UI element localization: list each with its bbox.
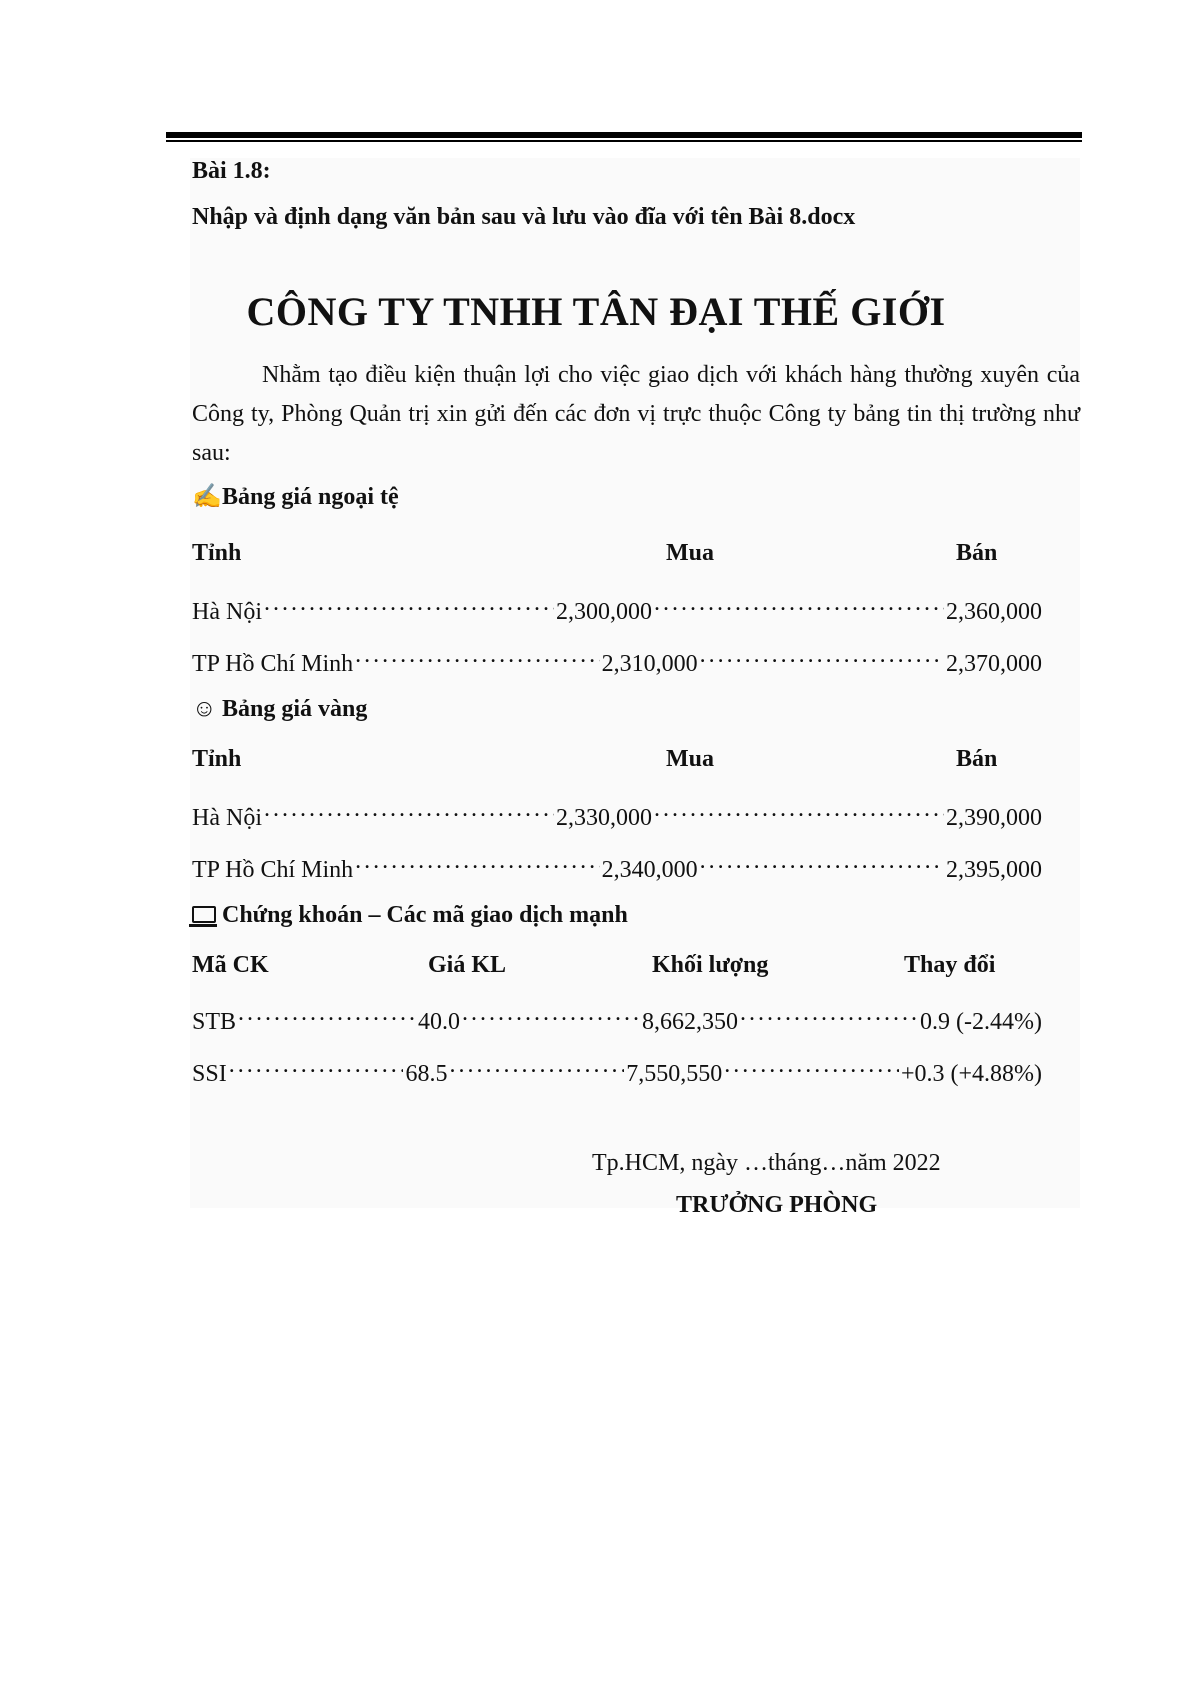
header-rule-thin: [166, 140, 1082, 142]
buy-cell: 2,300,000: [556, 598, 652, 625]
province-cell: TP Hồ Chí Minh: [192, 856, 354, 883]
dot-leader: [654, 590, 944, 619]
exercise-instruction: Nhập và định dạng văn bản sau và lưu vào đĩa với tên Bài 8.docx: [192, 204, 856, 230]
table-row: [192, 590, 1042, 626]
buy-cell: 2,330,000: [556, 804, 652, 831]
table-row: [192, 848, 1042, 884]
gold-section-title: ☺ Bảng giá vàng: [192, 696, 368, 722]
table-row: [192, 642, 1042, 678]
code-cell: STB: [192, 1008, 237, 1035]
signature-place-date: Tp.HCM, ngày …tháng…năm 2022: [592, 1150, 941, 1176]
stocks-header-volume: Khối lượng: [652, 952, 769, 978]
dot-leader: [724, 1052, 899, 1081]
dot-leader: [229, 1052, 404, 1081]
dot-leader: [740, 1000, 918, 1029]
dot-leader: [700, 848, 944, 877]
writing-hand-icon: ✍: [192, 484, 222, 510]
dot-leader: [264, 796, 554, 825]
currency-header-sell: Bán: [956, 540, 998, 566]
company-name: CÔNG TY TNHH TÂN ĐẠI THẾ GIỚI: [246, 289, 946, 334]
currency-section-title: ✍Bảng giá ngoại tệ: [192, 484, 399, 510]
stocks-header-code: Mã CK: [192, 952, 269, 978]
sell-cell: 2,395,000: [946, 856, 1043, 883]
dot-leader: [462, 1000, 640, 1029]
stocks-header-change: Thay đổi: [904, 952, 996, 978]
laptop-icon: [192, 906, 216, 923]
intro-paragraph: Nhằm tạo điều kiện thuận lợi cho việc giao dịch với khách hàng thường xuyên của Công ty, Phòng Quản trị xin gửi đến các đơn vị trực thuộc Công ty bảng tin thị trường như sau:: [192, 362, 1080, 466]
province-cell: Hà Nội: [192, 598, 262, 625]
code-cell: SSI: [192, 1060, 227, 1087]
change-cell: 0.9 (-2.44%): [920, 1008, 1042, 1035]
dot-leader: [238, 1000, 416, 1029]
dot-leader: [264, 590, 554, 619]
gold-header-buy: Mua: [666, 746, 714, 772]
price-cell: 68.5: [405, 1060, 448, 1087]
smiley-icon: ☺: [192, 696, 217, 722]
sell-cell: 2,370,000: [946, 650, 1043, 677]
price-cell: 40.0: [418, 1008, 461, 1035]
volume-cell: 8,662,350: [642, 1008, 739, 1035]
signature-title: TRƯỞNG PHÒNG: [676, 1192, 878, 1218]
table-row: [192, 796, 1042, 832]
sell-cell: 2,390,000: [946, 804, 1043, 831]
dot-leader: [449, 1052, 624, 1081]
buy-cell: 2,340,000: [601, 856, 698, 883]
header-rule-thick: [166, 132, 1082, 138]
gold-header-sell: Bán: [956, 746, 998, 772]
gold-header-province: Tỉnh: [192, 746, 242, 772]
dot-leader: [654, 796, 944, 825]
dot-leader: [355, 848, 599, 877]
dot-leader: [700, 642, 944, 671]
table-row: [192, 1000, 1042, 1036]
exercise-title: Bài 1.8:: [192, 158, 271, 184]
change-cell: +0.3 (+4.88%): [900, 1060, 1042, 1087]
province-cell: TP Hồ Chí Minh: [192, 650, 354, 677]
currency-header-province: Tỉnh: [192, 540, 242, 566]
stocks-header-price: Giá KL: [428, 952, 507, 978]
dot-leader: [355, 642, 599, 671]
volume-cell: 7,550,550: [626, 1060, 723, 1087]
table-row: [192, 1052, 1042, 1088]
currency-header-buy: Mua: [666, 540, 714, 566]
stocks-section-title: Chứng khoán – Các mã giao dịch mạnh: [192, 902, 628, 929]
buy-cell: 2,310,000: [601, 650, 698, 677]
province-cell: Hà Nội: [192, 804, 262, 831]
sell-cell: 2,360,000: [946, 598, 1043, 625]
